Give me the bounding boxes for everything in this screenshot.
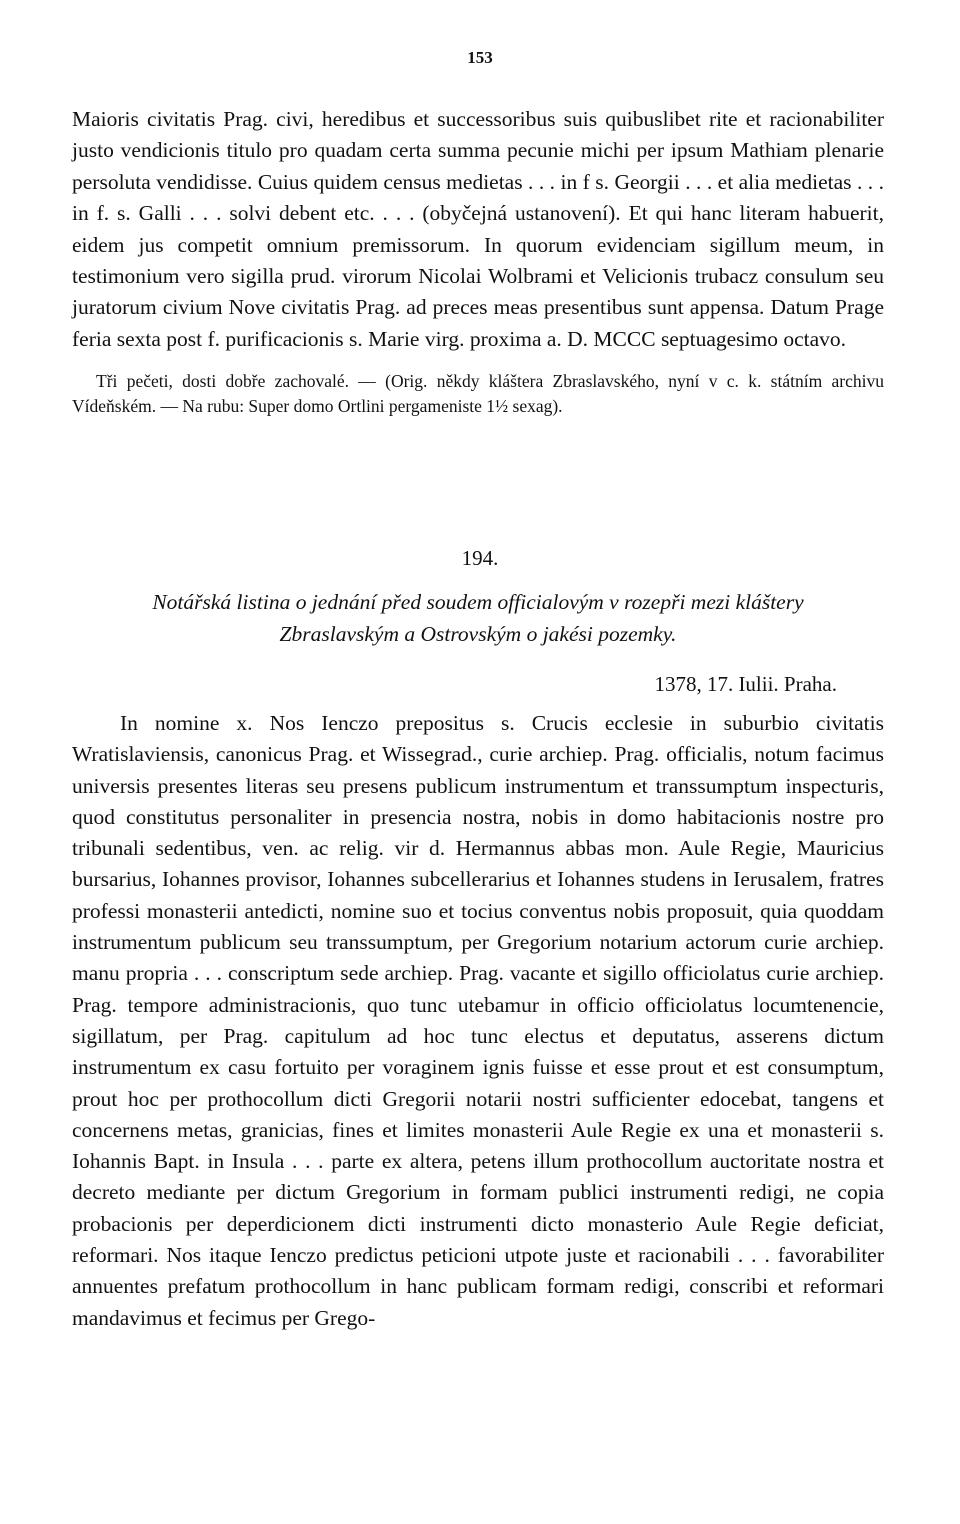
document-title-line-2: Zbraslavským a Ostrovským o jakési pozemky. (279, 622, 677, 646)
document-title-line-1: Notářská listina o jednání před soudem officialovým v rozepři mezi kláštery (152, 590, 804, 614)
previous-document-ending (72, 104, 884, 418)
document-text: In nomine x. Nos Ienczo prepositus s. Crucis ecclesie in suburbio civitatis Wratislaviensis, canonicus Prag. et Wissegrad., curie archiep. Prag. officialis, notum facimus universis presentes literas seu presens publicum instrumentum et transsumptum inspecturis, quod constitutus personaliter in presencia nostra, nobis in domo habitacionis nostre pro tribunali sedentibus, ven. ac relig. vir d. Hermannus abbas mon. Aule Regie, Mauricius bursarius, Iohannes provisor, Iohannes subcellerarius et Iohannes studens in Ierusalem, fratres professi monasterii antedicti, nomine suo et tocius conventus nobis proposuit, quia quoddam instrumentum publicum seu transsumptum, per Gregorium notarium actorum curie archiep. manu propria . . . conscriptum sede archiep. Prag. vacante et sigillo officiolatus curie archiep. Prag. tempore administracionis, quo tunc utebamur in officio officiolatus locumtenencie, sigillatum, per Prag. capitulum ad hoc tunc electus et deputatus, asserens dictum instrumentum ex casu fortuito per voraginem ignis fuisse et esse prout et est consumptum, prout hoc per prothocollum dicti Gregorii notarii nostri sufficienter edocebat, tangens et concernens metas, granicias, fines et limites monasterii Aule Regie ex una et monasterii s. Iohannis Bapt. in Insula . . . parte ex altera, petens illum prothocollum auctoritate nostra et decreto mediante per dictum Gregorium in formam publici instrumenti redigi, ne copia probacionis per deperdicionem dicti instrumenti dicto monasterio Aule Regie deficiat, reformari. Nos itaque Ienczo predictus peticioni utpote juste et racionabili . . . favorabiliter annuentes prefatum prothocollum in hanc publicam formam redigi, conscribi et reformari mandavimus et fecimus per Grego- (72, 711, 884, 1330)
previous-document-text: Maioris civitatis Prag. civi, heredibus et successoribus suis quibuslibet rite et racionabiliter justo vendicionis titulo pro quadam certa summa pecunie michi per ipsum Mathiam plenarie persoluta vendidisse. Cuius quidem census medietas . . . in f s. Georgii . . . et alia medietas . . . in f. s. Galli . . . solvi debent etc. . . . (obyčejná ustanovení). Et qui hanc literam habuerit, eidem jus competit omnium premissorum. In quorum evidenciam sigillum meum, in testimonium vero sigilla prud. virorum Nicolai Wolbrami et Velicionis trubacz consulum seu juratorum civium Nove civitatis Prag. ad preces meas presentibus sunt appensa. Datum Prage feria sexta post f. purificacionis s. Marie virg. proxima a. D. MCCC septuagesimo octavo. (72, 107, 884, 351)
page-number: 153 (467, 48, 493, 67)
previous-document-note: Tři pečeti, dosti dobře zachovalé. — (Orig. někdy kláštera Zbraslavského, nyní v c. k. státním archivu Vídeňském. — Na rubu: Super domo Ortlini pergameniste 1½ sexag). (72, 371, 884, 416)
document-body (72, 708, 884, 1334)
document-number: 194. (461, 546, 499, 570)
document-dateline: 1378, 17. Iulii. Praha. (654, 672, 837, 696)
document-title (72, 586, 884, 650)
